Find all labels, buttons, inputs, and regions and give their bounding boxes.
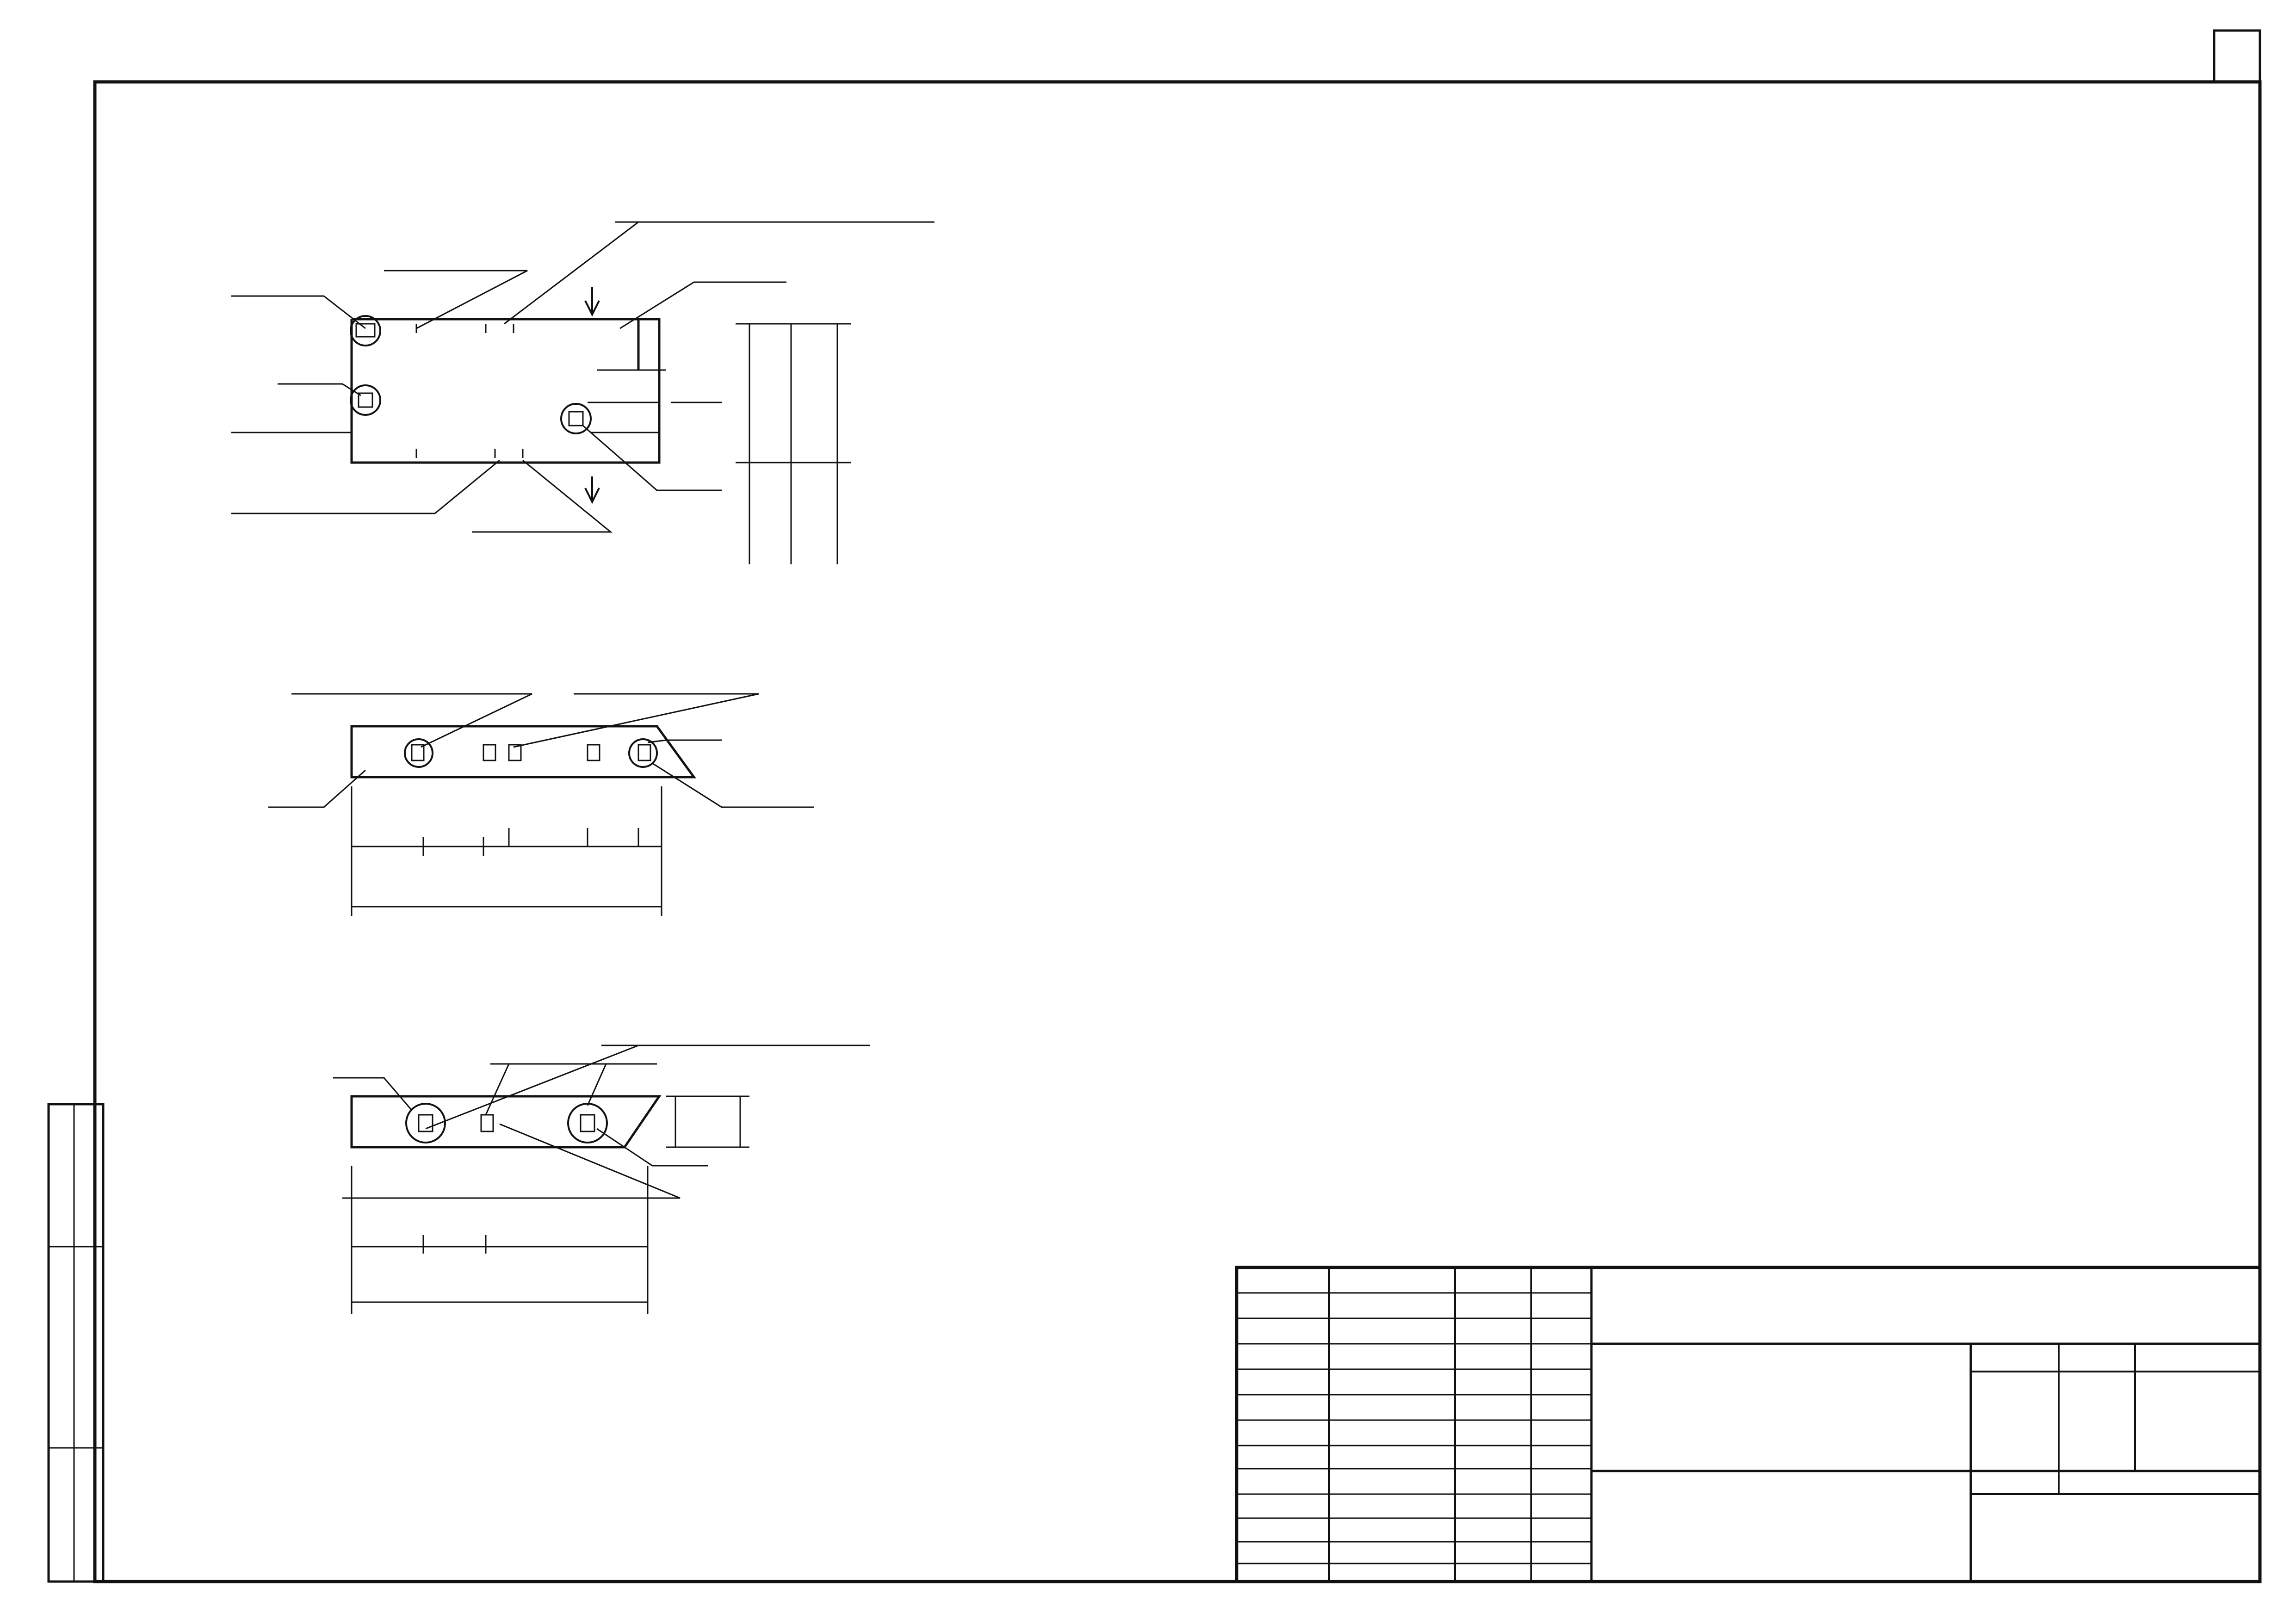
view-a-drawing [268, 694, 814, 916]
view-b-drawing [333, 1045, 870, 1314]
title-block [1237, 1267, 2260, 1582]
plan-view [231, 222, 934, 564]
sheet-number-box [2214, 31, 2260, 82]
sheet-frame [95, 82, 2260, 1582]
